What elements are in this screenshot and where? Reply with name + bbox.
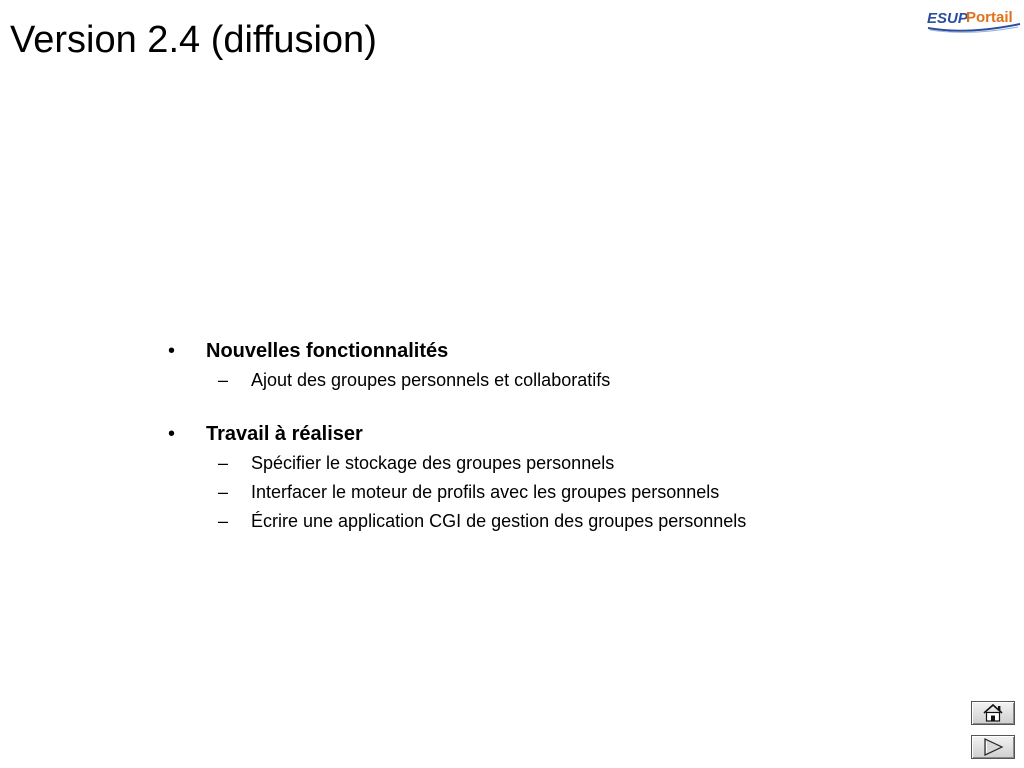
slide-title: Version 2.4 (diffusion) (10, 19, 377, 61)
slide-body (168, 340, 928, 540)
sub-item (168, 511, 928, 540)
logo-text-portail: Portail (966, 9, 1013, 26)
esup-portail-logo (926, 4, 1022, 34)
sub-item (168, 453, 928, 482)
logo-text-esup: ESUP (927, 10, 968, 27)
home-icon (982, 703, 1004, 723)
bullet-mark: • (168, 340, 176, 362)
section-heading: Nouvelles fonctionnalités (206, 340, 449, 362)
dash-mark: – (218, 482, 229, 502)
sub-item-text: Écrire une application CGI de gestion des groupes personnels (251, 511, 747, 531)
home-button[interactable] (971, 701, 1015, 725)
sub-item (168, 370, 928, 399)
dash-mark: – (218, 511, 229, 531)
sub-list (168, 453, 928, 540)
section-new-features (168, 340, 928, 399)
bullet-item (168, 340, 928, 370)
sub-item-text: Spécifier le stockage des groupes personnels (251, 453, 615, 473)
play-arrow-icon (982, 738, 1004, 756)
bullet-mark: • (168, 423, 176, 445)
section-heading: Travail à réaliser (206, 423, 363, 445)
sub-list (168, 370, 928, 399)
section-work-todo (168, 423, 928, 540)
bullet-item (168, 423, 928, 453)
sub-item (168, 482, 928, 511)
sub-item-text: Ajout des groupes personnels et collaboratifs (251, 370, 611, 390)
sub-item-text: Interfacer le moteur de profils avec les groupes personnels (251, 482, 720, 502)
dash-mark: – (218, 453, 229, 473)
next-slide-button[interactable] (971, 735, 1015, 759)
dash-mark: – (218, 370, 229, 390)
